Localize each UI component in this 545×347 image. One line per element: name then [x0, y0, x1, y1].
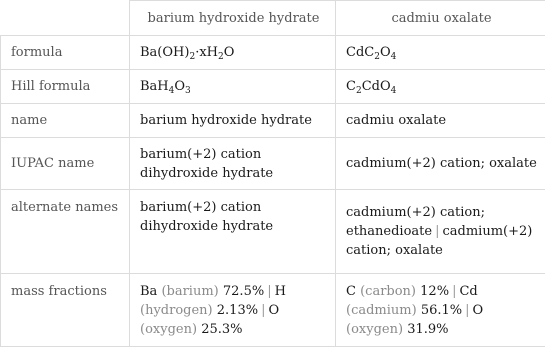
table-row-name	[1, 104, 545, 138]
column-header-compound-b: cadmiu oxalate	[336, 1, 545, 36]
iupac-name-cell-b: cadmium(+2) cation; oxalate	[336, 138, 545, 190]
table-row-mass-fractions	[1, 274, 545, 347]
column-header-compound-a: barium hydroxide hydrate	[130, 1, 336, 36]
row-label-mass-fractions: mass fractions	[1, 274, 130, 347]
formula-cell-b: $CdC_2O_4$	[336, 36, 545, 70]
table-row-alternate-names	[1, 190, 545, 274]
row-label-alternate-names: alternate names	[1, 190, 130, 274]
table-row-iupac-name	[1, 138, 545, 190]
row-label-iupac-name: IUPAC name	[1, 138, 130, 190]
hill-formula-cell-b: $C_2CdO_4$	[336, 70, 545, 104]
table-row-hill-formula	[1, 70, 545, 104]
iupac-name-cell-a: barium(+2) cation dihydroxide hydrate	[130, 138, 336, 190]
header-row	[1, 1, 545, 36]
formula-cell-a: $Ba(OH)_2\cdot xH_2O$	[130, 36, 336, 70]
header-corner-cell	[1, 1, 130, 36]
alternate-names-separator: |	[435, 224, 440, 239]
name-cell-b: cadmiu oxalate	[336, 104, 545, 138]
row-label-hill-formula: Hill formula	[1, 70, 130, 104]
table-row-formula	[1, 36, 545, 70]
row-label-formula: formula	[1, 36, 130, 70]
row-label-name: name	[1, 104, 130, 138]
name-cell-a: barium hydroxide hydrate	[130, 104, 336, 138]
alternate-names-cell-a: barium(+2) cation dihydroxide hydrate	[130, 190, 336, 274]
alternate-names-cell-b: cadmium(+2) cation; ethanedioate | cadmium(+2) cation; oxalate	[336, 190, 545, 274]
mass-fractions-cell-b: C (carbon) 12% | Cd (cadmium) 56.1% | O (oxygen) 31.9%	[336, 274, 545, 347]
hill-formula-cell-a: $BaH_4O_3$	[130, 70, 336, 104]
mass-fractions-cell-a: Ba (barium) 72.5% | H (hydrogen) 2.13% | O (oxygen) 25.3%	[130, 274, 336, 347]
